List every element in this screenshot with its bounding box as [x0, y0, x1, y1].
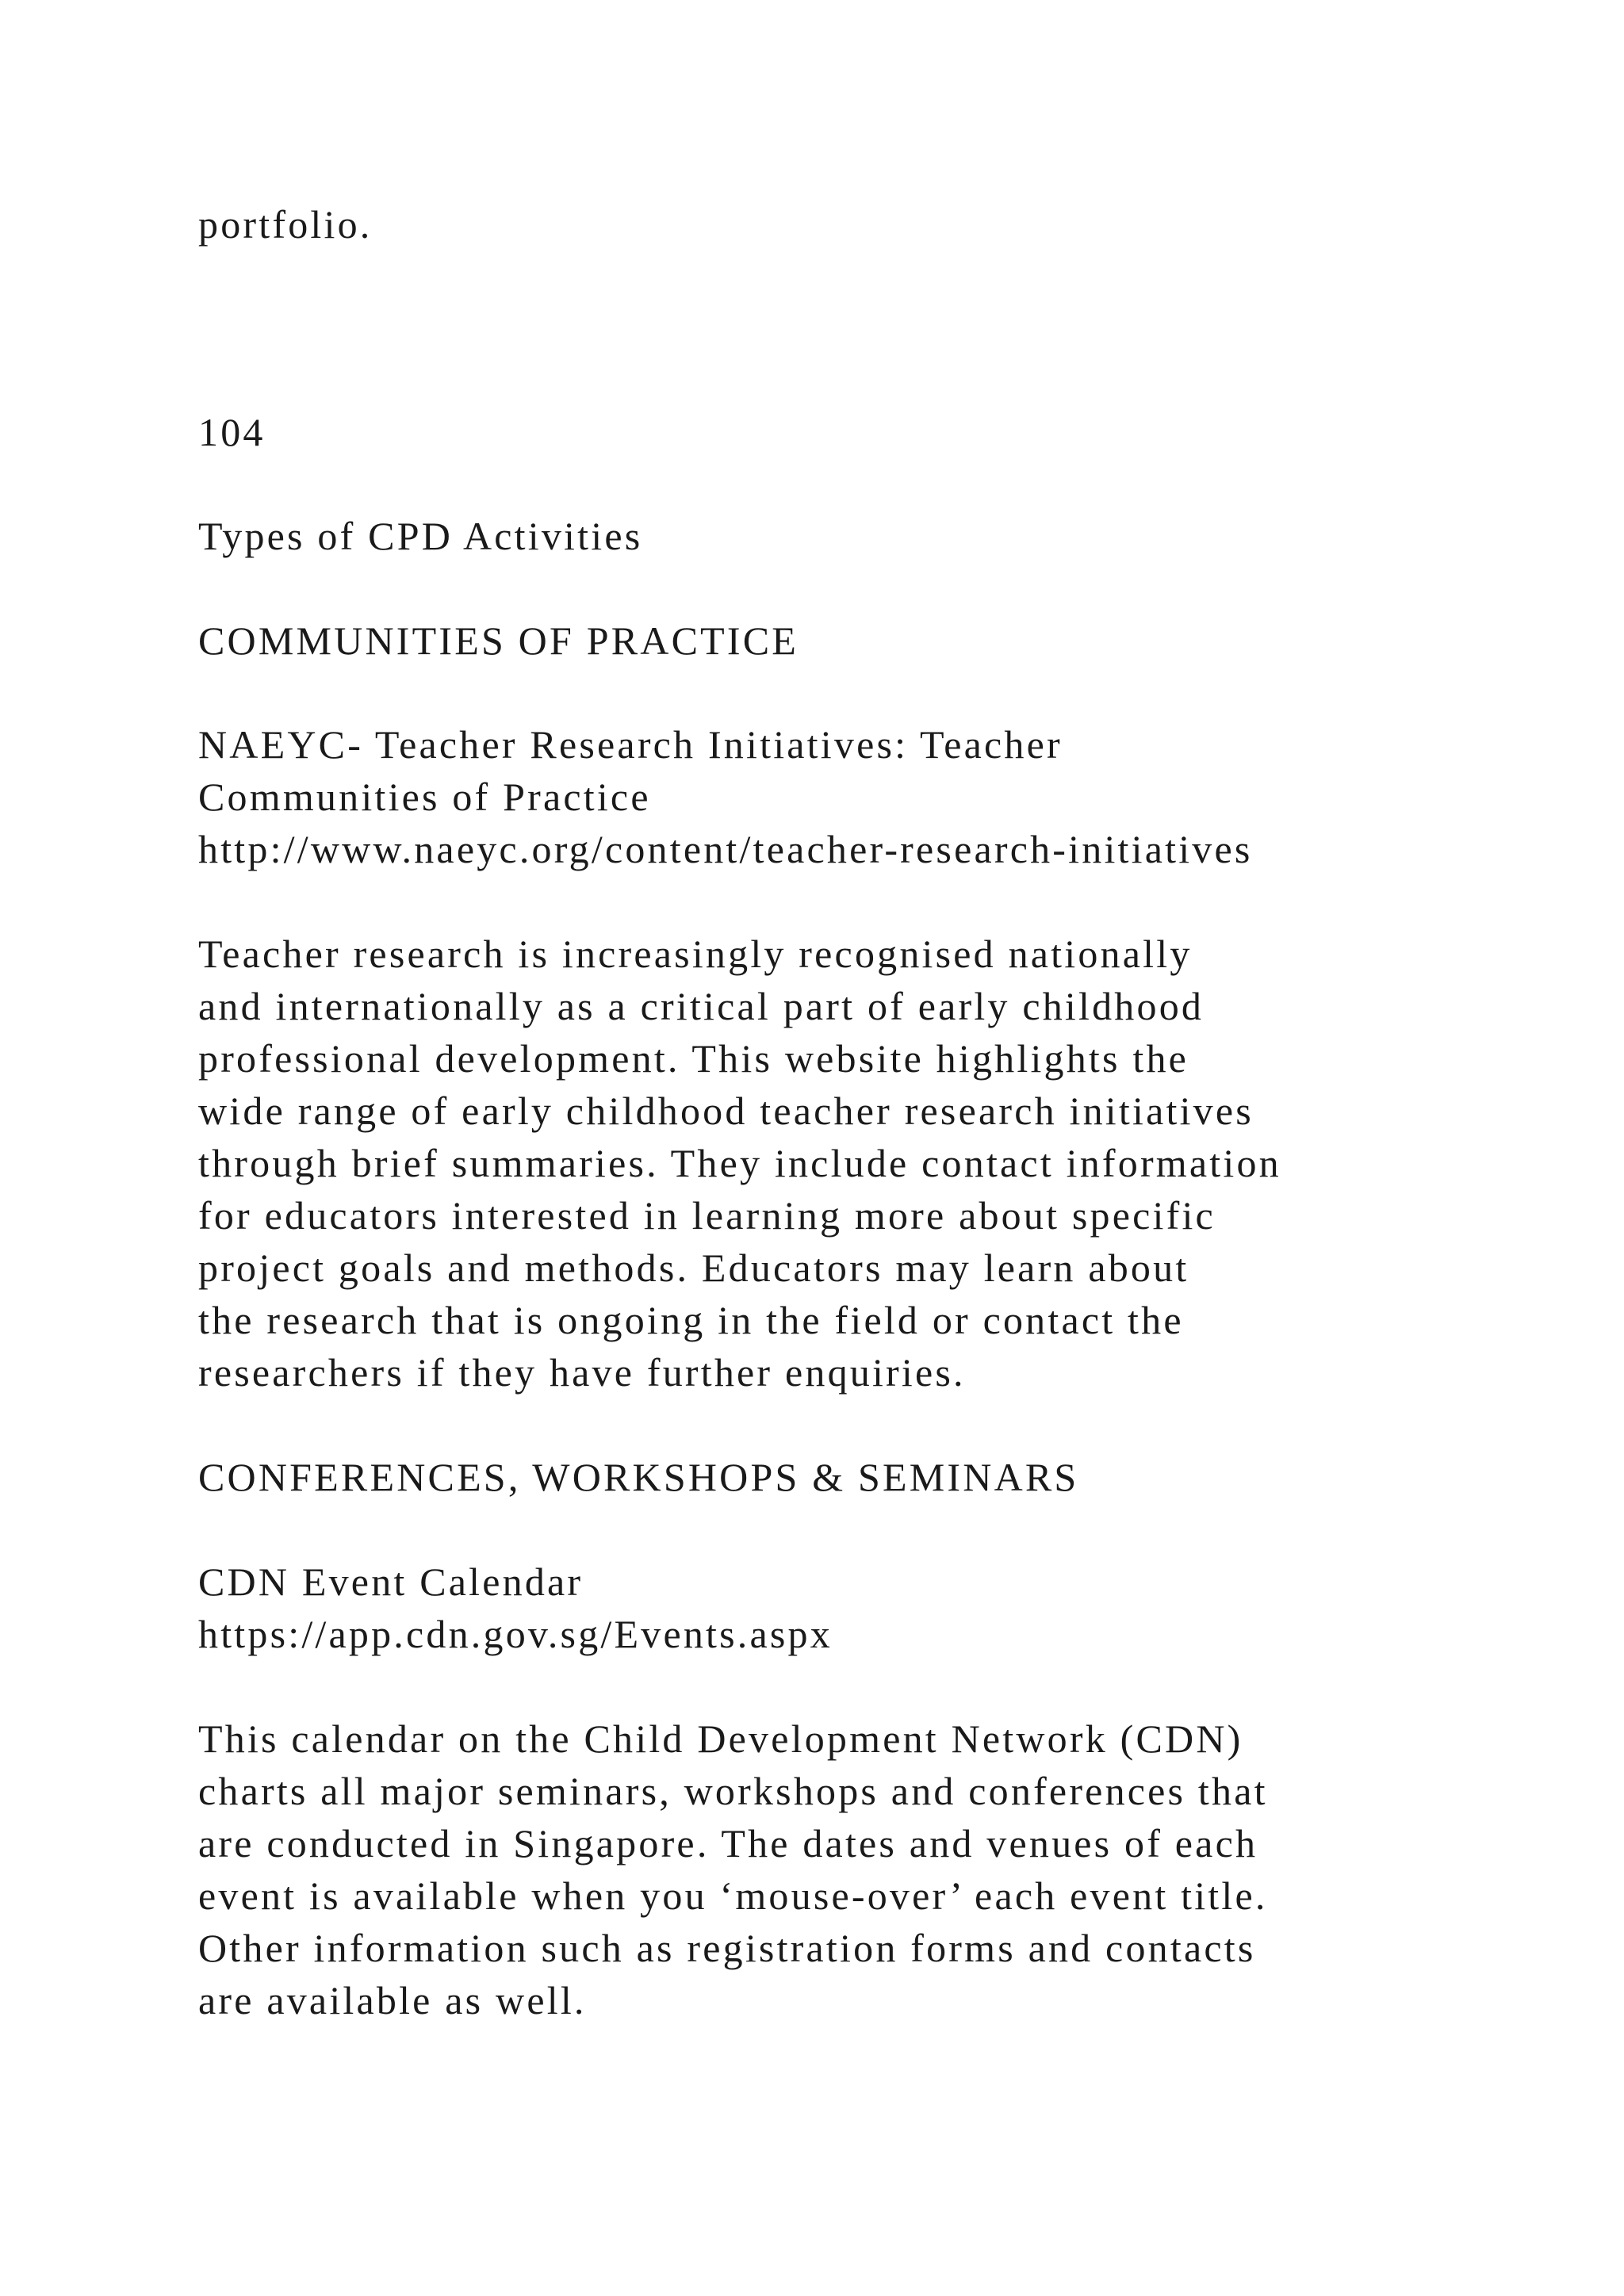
description-line: through brief summaries. They include contact information: [198, 1141, 1281, 1185]
document-page: [198, 0, 1594, 2296]
description-line: project goals and methods. Educators may learn about: [198, 1246, 1189, 1290]
description-line: are conducted in Singapore. The dates and venues of each: [198, 1821, 1258, 1866]
description-line: This calendar on the Child Development Network (CDN): [198, 1716, 1243, 1761]
description-line: and internationally as a critical part of early childhood: [198, 984, 1205, 1028]
page-heading: Types of CPD Activities: [198, 514, 643, 558]
description-line: charts all major seminars, workshops and conferences that: [198, 1769, 1268, 1813]
section-title-conferences: CONFERENCES, WORKSHOPS & SEMINARS: [198, 1455, 1079, 1499]
resource-title-line: NAEYC- Teacher Research Initiatives: Teacher: [198, 722, 1063, 767]
description-line: wide range of early childhood teacher research initiatives: [198, 1089, 1254, 1133]
intro-fragment: portfolio.: [198, 202, 373, 247]
description-line: for educators interested in learning more about specific: [198, 1193, 1216, 1238]
page-number: 104: [198, 410, 266, 454]
description-line: the research that is ongoing in the field or contact the: [198, 1298, 1184, 1342]
resource-title-line: Communities of Practice: [198, 775, 651, 819]
description-line: professional development. This website highlights the: [198, 1036, 1189, 1081]
resource-url-cdn: https://app.cdn.gov.sg/Events.aspx: [198, 1612, 833, 1656]
description-line: Teacher research is increasingly recognised nationally: [198, 932, 1193, 976]
description-line: researchers if they have further enquiries.: [198, 1350, 966, 1395]
description-line: event is available when you ‘mouse-over’ each event title.: [198, 1873, 1268, 1918]
description-line: are available as well.: [198, 1978, 587, 2022]
section-title-communities-of-practice: COMMUNITIES OF PRACTICE: [198, 618, 799, 663]
description-line: Other information such as registration forms and contacts: [198, 1926, 1256, 1970]
resource-title-line: CDN Event Calendar: [198, 1559, 584, 1604]
resource-url-naeyc: http://www.naeyc.org/content/teacher-research-initiatives: [198, 827, 1253, 871]
